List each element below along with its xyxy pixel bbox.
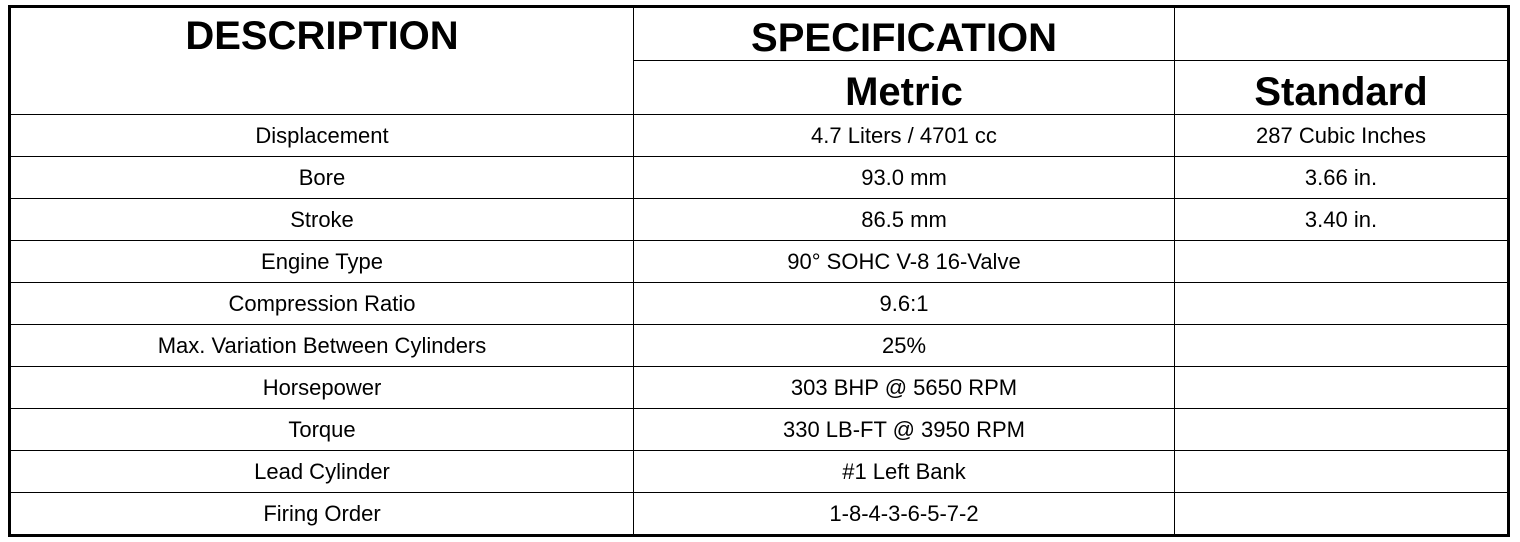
specification-header: SPECIFICATION [634,7,1175,61]
standard-cell [1175,325,1509,367]
table-row [10,241,1509,283]
header-row-top [10,7,1509,61]
description-cell: Stroke [10,199,634,241]
standard-cell: 287 Cubic Inches [1175,115,1509,157]
standard-cell: 3.40 in. [1175,199,1509,241]
description-cell: Firing Order [10,493,634,536]
table-row [10,199,1509,241]
description-cell: Bore [10,157,634,199]
standard-header: Standard [1175,61,1509,115]
description-cell: Lead Cylinder [10,451,634,493]
header-empty-cell [1175,7,1509,61]
description-cell: Torque [10,409,634,451]
table-row [10,325,1509,367]
standard-cell [1175,409,1509,451]
standard-cell [1175,367,1509,409]
description-header: DESCRIPTION [10,7,634,115]
table-row [10,367,1509,409]
standard-cell [1175,283,1509,325]
table-row [10,115,1509,157]
standard-cell [1175,451,1509,493]
description-cell: Compression Ratio [10,283,634,325]
metric-cell: 93.0 mm [634,157,1175,199]
metric-header: Metric [634,61,1175,115]
metric-cell: 330 LB-FT @ 3950 RPM [634,409,1175,451]
standard-cell [1175,493,1509,536]
metric-cell: 9.6:1 [634,283,1175,325]
table-row [10,409,1509,451]
standard-cell: 3.66 in. [1175,157,1509,199]
standard-cell [1175,241,1509,283]
metric-cell: 86.5 mm [634,199,1175,241]
table-row [10,283,1509,325]
table-row [10,451,1509,493]
description-cell: Horsepower [10,367,634,409]
description-cell: Engine Type [10,241,634,283]
metric-cell: 303 BHP @ 5650 RPM [634,367,1175,409]
metric-cell: 90° SOHC V-8 16-Valve [634,241,1175,283]
engine-spec-table [8,5,1510,537]
metric-cell: 25% [634,325,1175,367]
metric-cell: 4.7 Liters / 4701 cc [634,115,1175,157]
metric-cell: 1-8-4-3-6-5-7-2 [634,493,1175,536]
table-row [10,157,1509,199]
metric-cell: #1 Left Bank [634,451,1175,493]
table-row [10,493,1509,536]
description-cell: Displacement [10,115,634,157]
description-cell: Max. Variation Between Cylinders [10,325,634,367]
